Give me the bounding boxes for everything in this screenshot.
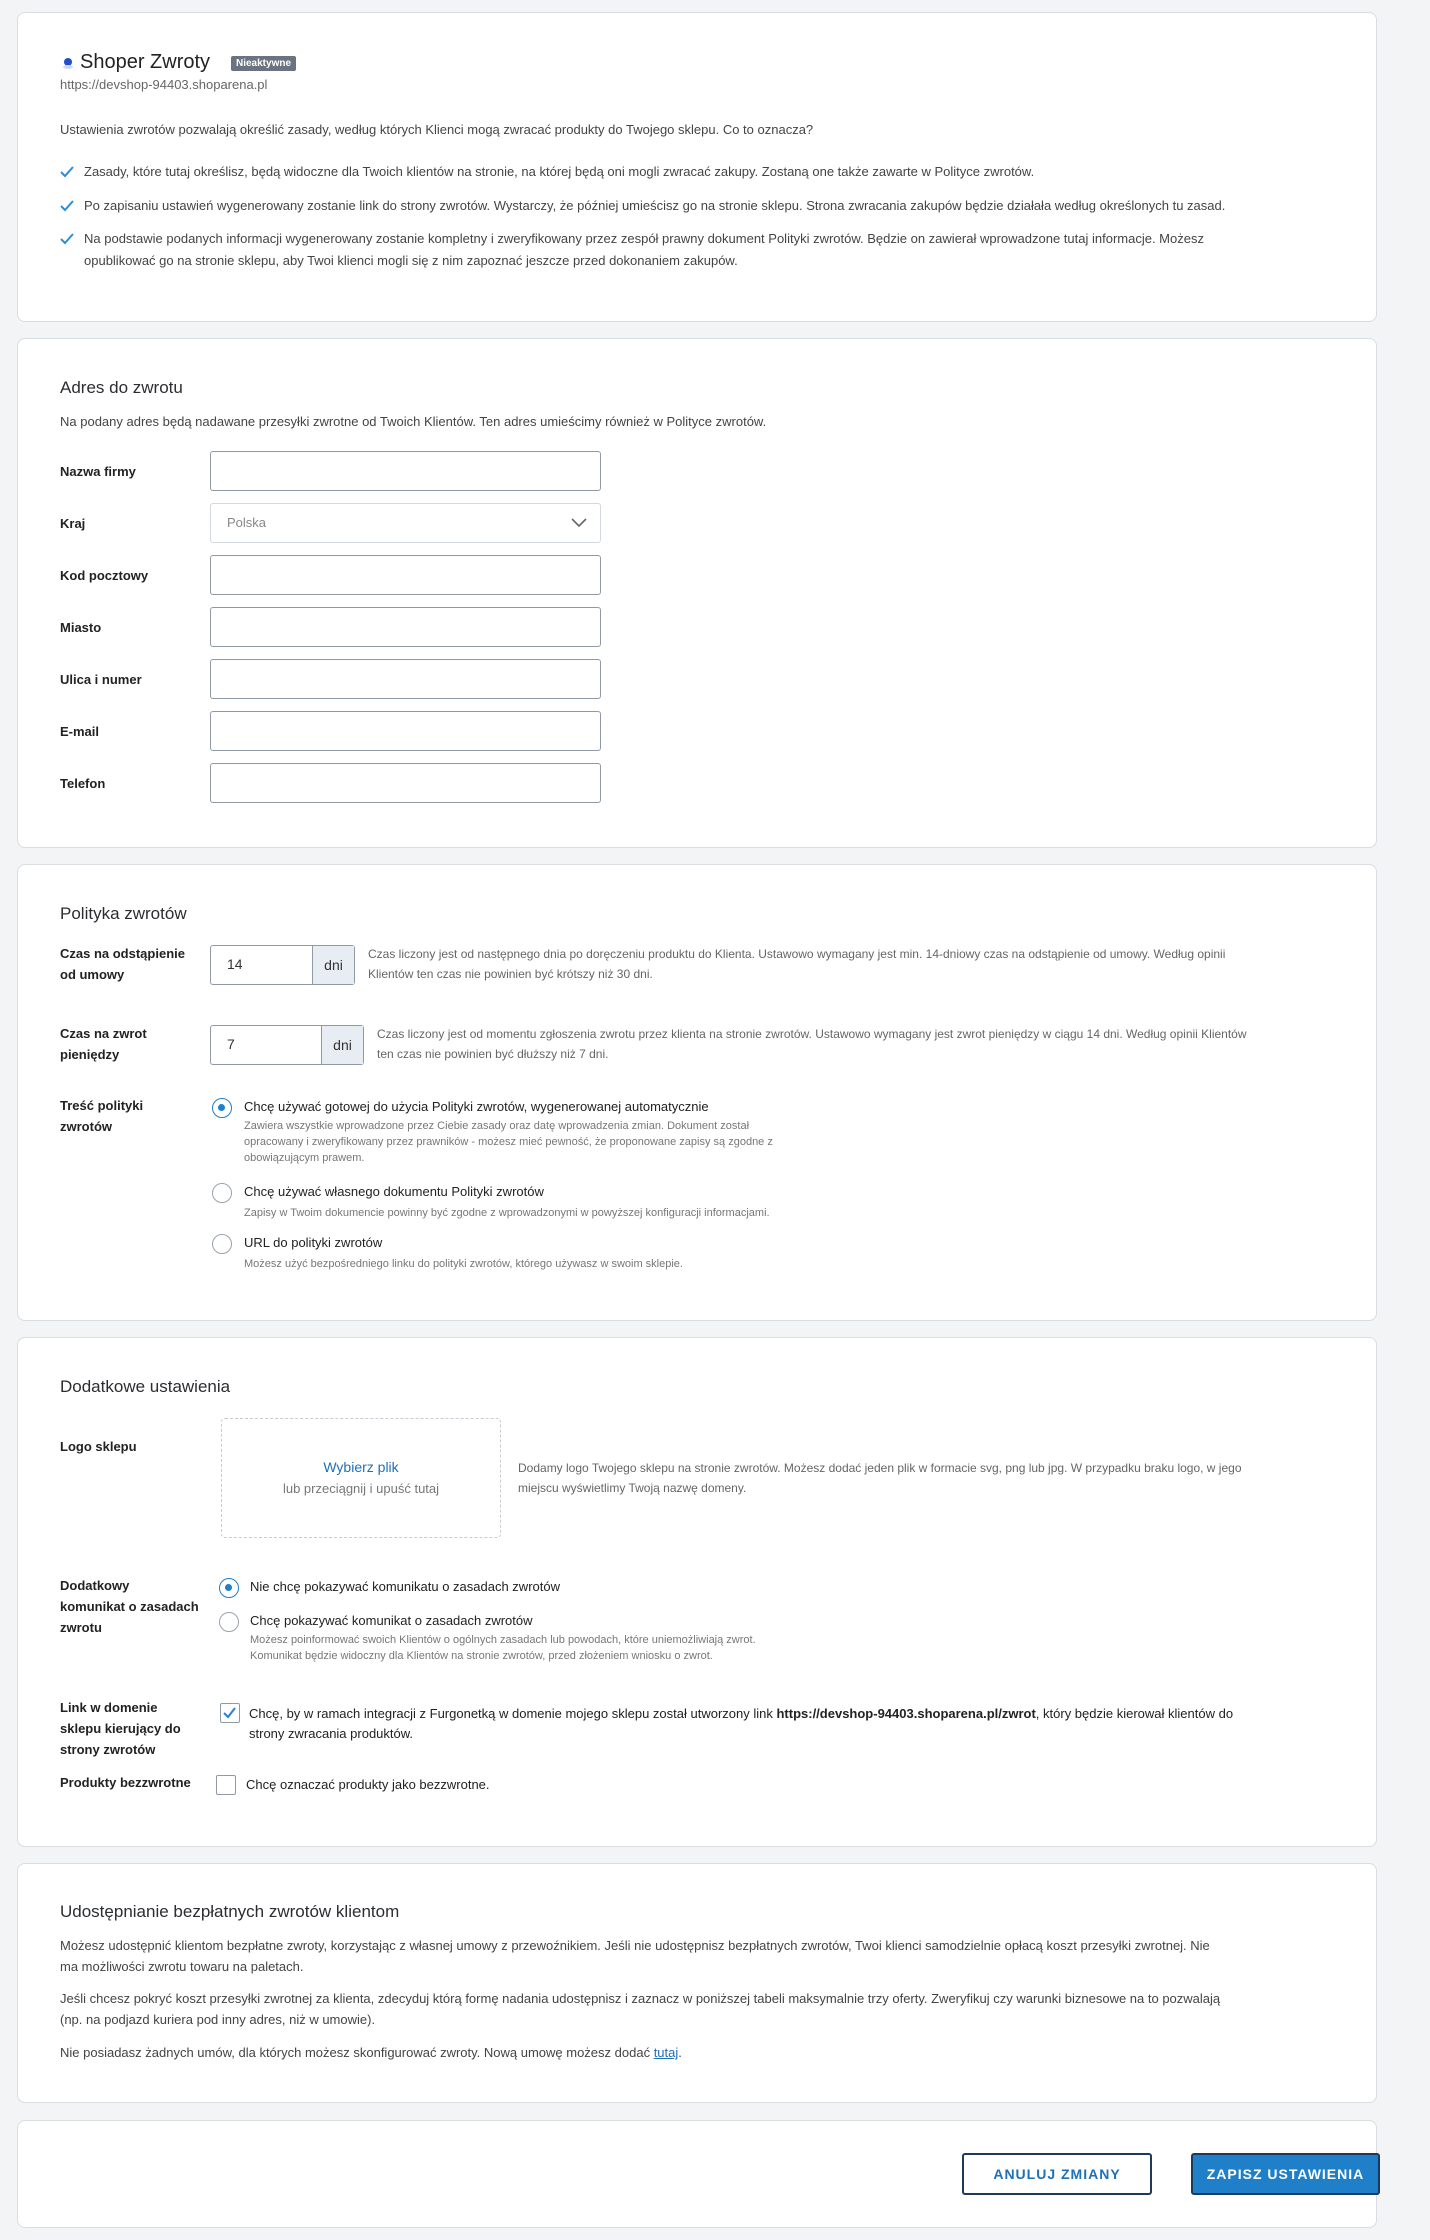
return-address-card [17,338,1377,848]
check-icon [60,199,74,213]
section-title: Udostępnianie bezpłatnych zwrotów klientom [60,1902,400,1921]
checkmark-icon [222,1705,237,1720]
logo-dropzone[interactable] [221,1418,501,1538]
withdrawal-label: Czas na odstąpienie od umowy [60,946,185,982]
postal-code-input[interactable] [210,555,601,595]
shop-link-url: https://devshop-94403.shoparena.pl/zwrot [776,1706,1036,1721]
nonreturn-checkbox[interactable] [216,1775,236,1795]
add-contract-link[interactable]: tutaj [653,2045,679,2060]
refund-days-input[interactable] [210,1025,364,1065]
policy-url-desc: Możesz użyć bezpośredniego linku do polityki zwrotów, którego używasz w swoim sklepie. [244,1258,683,1270]
message-no-radio[interactable] [219,1578,239,1598]
app-info-card [17,12,1377,322]
logo-label: Logo sklepu [60,1439,137,1454]
policy-url-radio[interactable] [212,1234,232,1254]
message-yes-radio[interactable] [219,1612,239,1632]
section-title: Dodatkowe ustawienia [60,1377,231,1396]
phone-input[interactable] [210,763,601,803]
bullet-text: Na podstawie podanych informacji wygenerowany zostanie kompletny i zweryfikowany przez zespół prawny dokument Polityki zwrotów. Będzie on zawierał wprowadzone tutaj informacje. Możesz [84,231,1204,246]
intro-text: Ustawienia zwrotów pozwalają określić zasady, według których Klienci mogą zwracać produkty do Twojego sklepu. Co to oznacza? [60,122,814,137]
days-unit: dni [312,946,354,984]
policy-url-title: URL do polityki zwrotów [244,1235,383,1250]
logo-help: Dodamy logo Twojego sklepu na stronie zwrotów. Możesz dodać jeden plik w formacie svg, png lub jpg. W przypadku braku logo, w jego miejscu wyświetlimy Twoją nazwę domeny. [518,1461,1242,1495]
app-title: Shoper Zwroty [80,51,211,73]
withdrawal-days-input[interactable] [210,945,355,985]
country-select[interactable] [210,503,601,543]
extra-settings-card [17,1337,1377,1847]
cancel-button[interactable]: ANULUJ ZMIANY [962,2153,1152,2195]
shop-link-checkbox[interactable] [220,1703,240,1723]
shop-link-label: Link w domenie sklepu kierujący do strony zwrotów [60,1700,181,1757]
choose-file-link[interactable]: Wybierz plik [323,1459,399,1475]
message-yes-desc: Możesz poinformować swoich Klientów o ogólnych zasadach lub powodach, które uniemożliwiają zwrot. Komunikat będzie widoczny dla Klientów na stronie zwrotów, przed złożeniem wniosku o zwrot. [250,1634,756,1662]
app-status-dot-icon [62,57,72,67]
email-label: E-mail [60,724,100,739]
nonreturn-label: Produkty bezzwrotne [60,1775,191,1790]
message-no-title: Nie chcę pokazywać komunikatu o zasadach zwrotów [250,1579,560,1594]
email-input[interactable] [210,711,601,751]
message-yes-title: Chcę pokazywać komunikat o zasadach zwrotów [250,1613,533,1628]
message-label: Dodatkowy komunikat o zasadach zwrotu [60,1578,199,1635]
nonreturn-text: Chcę oznaczać produkty jako bezzwrotne. [246,1777,490,1792]
save-button[interactable]: ZAPISZ USTAWIENIA [1191,2153,1380,2195]
check-icon [60,232,74,246]
postal-code-label: Kod pocztowy [60,568,149,583]
bullet-text: Zasady, które tutaj określisz, będą widoczne dla Twoich klientów na stronie, na której będą oni mogli zwracać zakupy. Zostaną one także zawarte w Polityce zwrotów. [84,164,1035,179]
policy-auto-radio[interactable] [212,1098,232,1118]
section-title: Adres do zwrotu [60,378,183,397]
bullet-text: Po zapisaniu ustawień wygenerowany zostanie link do strony zwrotów. Wystarczy, że później umieścisz go na stronie sklepu. Strona zwracania zakupów będzie działała według określonych tu zasad. [84,198,1226,213]
withdrawal-days-value: 14 [227,956,243,972]
policy-auto-title: Chcę używać gotowej do użycia Polityki zwrotów, wygenerowanej automatycznie [244,1099,709,1114]
street-label: Ulica i numer [60,672,142,687]
policy-content-label: Treść polityki zwrotów [60,1098,144,1134]
return-policy-card [17,864,1377,1321]
refund-days-value: 7 [227,1036,235,1052]
country-value: Polska [227,515,267,530]
street-input[interactable] [210,659,601,699]
policy-auto-desc: Zawiera wszystkie wprowadzone przez Ciebie zasady oraz datę wprowadzenia zmian. Dokument został opracowany i zweryfikowany przez prawników - możesz mieć pewność, że proponowane zapisy są zgodne z obowiązującym prawem. [244,1120,773,1164]
city-label: Miasto [60,620,102,635]
policy-own-radio[interactable] [212,1183,232,1203]
policy-own-desc: Zapisy w Twoim dokumencie powinny być zgodne z wprowadzonymi w powyższej konfiguracji informacjami. [244,1207,770,1219]
free-returns-card [17,1863,1377,2103]
check-icon [60,165,74,179]
days-unit: dni [321,1026,363,1064]
free-paragraph-3: Nie posiadasz żadnych umów, dla których możesz skonfigurować zwroty. Nową umowę możesz dodać tutaj. [60,2045,682,2060]
withdrawal-help: Czas liczony jest od następnego dnia po doręczeniu produktu do Klienta. Ustawowo wymagany jest min. 14-dniowy czas na odstąpienie od umowy. Według opinii Klientów ten czas nie powinien być krótszy niż 30 dni. [368,947,1226,981]
free-paragraph-2: Jeśli chcesz pokryć koszt przesyłki zwrotnej za klienta, zdecyduj którą formę nadania udostępnisz i zaznacz w poniższej tabeli maksymalnie trzy oferty. Zweryfikuj czy warunki biznesowe na to pozwalają (np. na podjazd kuriera pod inny adres, niż w umowie). [60,1991,1221,2027]
shop-url: https://devshop-94403.shoparena.pl [60,77,268,92]
policy-own-title: Chcę używać własnego dokumentu Polityki zwrotów [244,1184,544,1199]
city-input[interactable] [210,607,601,647]
section-title: Polityka zwrotów [60,904,187,923]
chevron-down-icon [570,517,588,529]
status-badge: Nieaktywne [231,56,296,71]
country-label: Kraj [60,516,86,531]
free-paragraph-1: Możesz udostępnić klientom bezpłatne zwroty, korzystając z własnej umowy z przewoźnikiem. Jeśli nie udostępnisz bezpłatnych zwrotów, Twoi klienci samodzielnie opłacą koszt przesyłki zwrotnej. Nie ma możliwości zwrotu towaru na paletach. [60,1938,1210,1974]
refund-label: Czas na zwrot pieniędzy [60,1026,147,1062]
phone-label: Telefon [60,776,106,791]
drag-drop-hint: lub przeciągnij i upuść tutaj [282,1481,440,1496]
section-description: Na podany adres będą nadawane przesyłki zwrotne od Twoich Klientów. Ten adres umieścimy również w Polityce zwrotów. [60,414,767,429]
shop-link-text: Chcę, by w ramach integracji z Furgonetką w domenie mojego sklepu został utworzony link https://devshop-94403.shoparena.pl/zwrot, który będzie kierował klientów do strony zwracania produktów. [249,1706,1234,1741]
actions-card [17,2120,1377,2228]
company-label: Nazwa firmy [60,464,136,479]
bullet-text: opublikować go na stronie sklepu, aby Twoi klienci mogli się z nim zapoznać jeszcze przed dokonaniem zakupów. [84,253,738,268]
refund-help: Czas liczony jest od momentu zgłoszenia zwrotu przez klienta na stronie zwrotów. Ustawowo wymagany jest zwrot pieniędzy w ciągu 14 dni. Według opinii Klientów ten czas nie powinien być dłuższy niż 7 dni. [377,1027,1247,1061]
company-input[interactable] [210,451,601,491]
